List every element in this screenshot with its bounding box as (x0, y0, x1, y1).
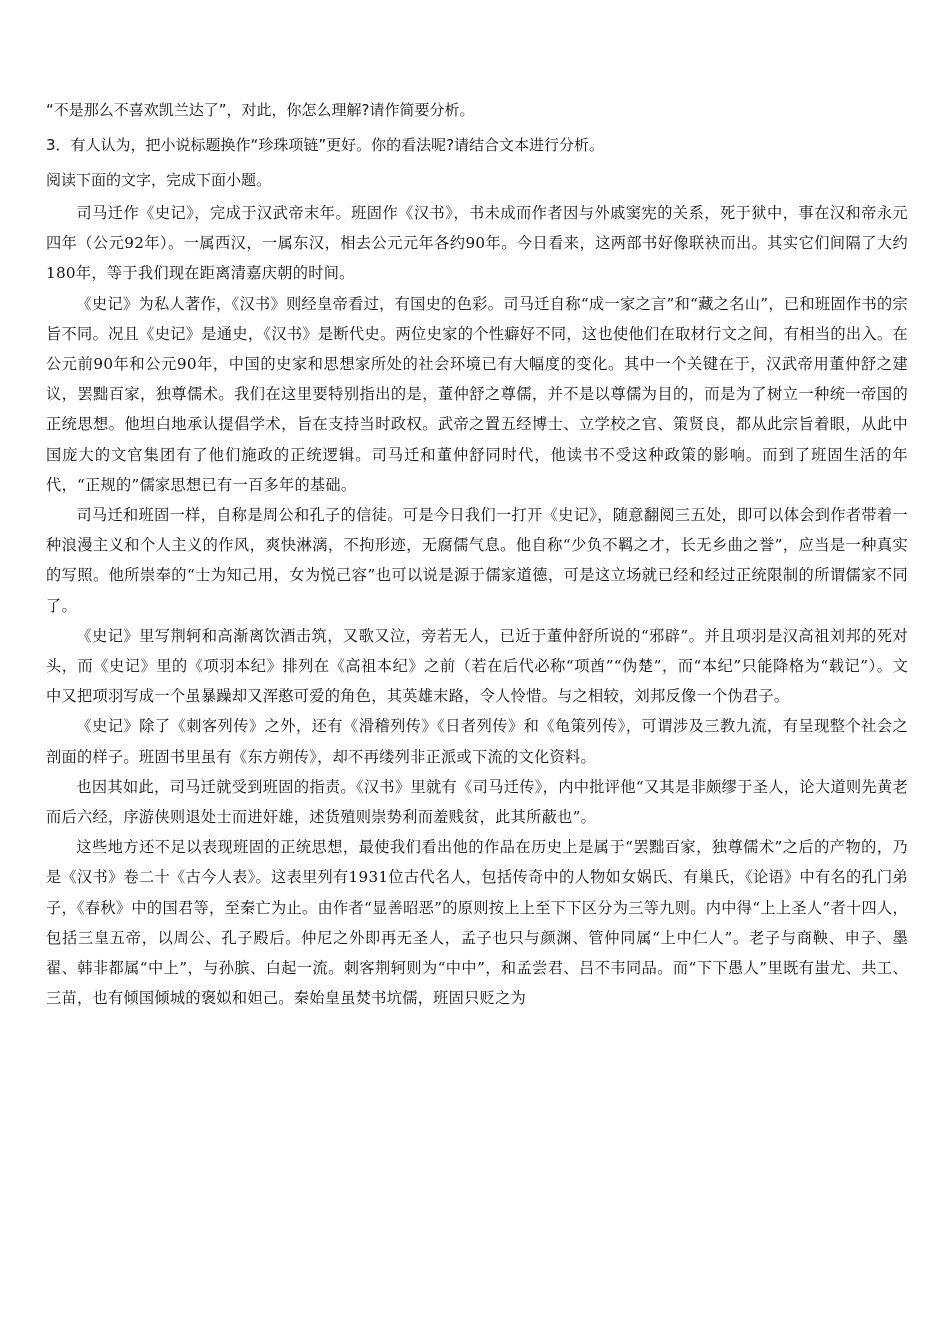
passage-paragraph-4: 《史记》里写荆轲和高渐离饮酒击筑，又歌又泣，旁若无人，已近于董仲舒所说的“邪辟”。并且项羽是汉高祖刘邦的死对头，而《史记》里的《项羽本纪》排列在《高祖本纪》之前（若在后代必称“项酋”“伪楚”，而“本纪”只能降格为“载记”）。文中又把项羽写成一个虽暴躁却又浑憨可爱的角色，其英雄末路，令人怜惜。与之相较，刘邦反像一个伪君子。 (46, 626, 908, 706)
passage-paragraph-7: 这些地方还不足以表现班固的正统思想，最使我们看出他的作品在历史上是属于“罢黜百家，独尊儒术”之后的产物的，乃是《汉书》卷二十《古今人表》。这表里列有1931位古代名人，包括传奇中的人物如女娲氏、有巢氏，《论语》中有名的孔门弟子，《春秋》中的国君等，至秦亡为止。由作者“显善昭恶”的原则按上上至下下区分为三等九则。内中得“上上圣人”者十四人，包括三皇五帝，以周公、孔子殿后。仲尼之外即再无圣人，孟子也只与颜渊、管仲同属“上中仁人”。老子与商鞅、申子、墨翟、韩非都属“中上”，与孙膑、白起一流。刺客荆轲则为“中中”，和孟尝君、吕不韦同品。而“下下愚人”里既有蚩尤、共工、三苗，也有倾国倾城的褒姒和妲己。秦始皇虽焚书坑儒，班固只贬之为 (46, 838, 908, 1008)
reading-instruction: 阅读下面的文字，完成下面小题。 (46, 171, 272, 189)
passage-paragraph-6: 也因其如此，司马迁就受到班固的指责。《汉书》里就有《司马迁传》，内中批评他“又其是非颇缪于圣人，论大道则先黄老而后六经，序游侠则退处士而进奸雄，述货殖则崇势利而羞贱贫，此其所蔽也”。 (46, 777, 908, 827)
question-2-tail: “不是那么不喜欢凯兰达了”，对此，你怎么理解?请作简要分析。 (46, 101, 475, 119)
passage-paragraph-3: 司马迁和班固一样，自称是周公和孔子的信徒。可是今日我们一打开《史记》，随意翻阅三五处，即可以体会到作者带着一种浪漫主义和个人主义的作风，爽快淋漓，不拘形迹，无腐儒气息。他自称“少负不羁之才，长无乡曲之誉”，应当是一种真实的写照。他所崇奉的“士为知己用，女为悦己容”也可以说是源于儒家道德，可是这立场就已经和经过正统限制的所谓儒家不同了。 (46, 506, 908, 615)
reading-passage (46, 198, 908, 1013)
passage-paragraph-2: 《史记》为私人著作，《汉书》则经皇帝看过，有国史的色彩。司马迁自称“成一家之言”和“藏之名山”，已和班固作书的宗旨不同。况且《史记》是通史，《汉书》是断代史。两位史家的个性癖好不同，这也使他们在取材行文之间，有相当的出入。在公元前90年和公元90年，中国的史家和思想家所处的社会环境已有大幅度的变化。其中一个关键在于，汉武帝用董仲舒之建议，罢黜百家，独尊儒术。我们在这里要特别指出的是，董仲舒之尊儒，并不是以尊儒为目的，而是为了树立一种统一帝国的正统思想。他坦白地承认提倡学术，旨在支持当时政权。武帝之置五经博士、立学校之官、策贤良，都从此宗旨着眼，从此中国庞大的文官集团有了他们施政的正统逻辑。司马迁和董仲舒同时代，他读书不受这种政策的影响。而到了班固生活的年代，“正规的”儒家思想已有一百多年的基础。 (46, 294, 908, 494)
question-3: 3．有人认为，把小说标题换作“珍珠项链”更好。你的看法呢?请结合文本进行分析。 (46, 136, 605, 154)
passage-paragraph-1: 司马迁作《史记》，完成于汉武帝末年。班固作《汉书》，书未成而作者因与外戚窦宪的关系，死于狱中，事在汉和帝永元四年（公元92年）。一属西汉，一属东汉，相去公元元年各约90年。今日看来，这两部书好像联袂而出。其实它们间隔了大约180年，等于我们现在距离清嘉庆朝的时间。 (46, 204, 908, 283)
passage-paragraph-5: 《史记》除了《刺客列传》之外，还有《滑稽列传》《日者列传》和《龟策列传》，可谓涉及三教九流，有呈现整个社会之剖面的样子。班固书里虽有《东方朔传》，却不再缕列非正派或下流的文化资料。 (46, 717, 908, 766)
